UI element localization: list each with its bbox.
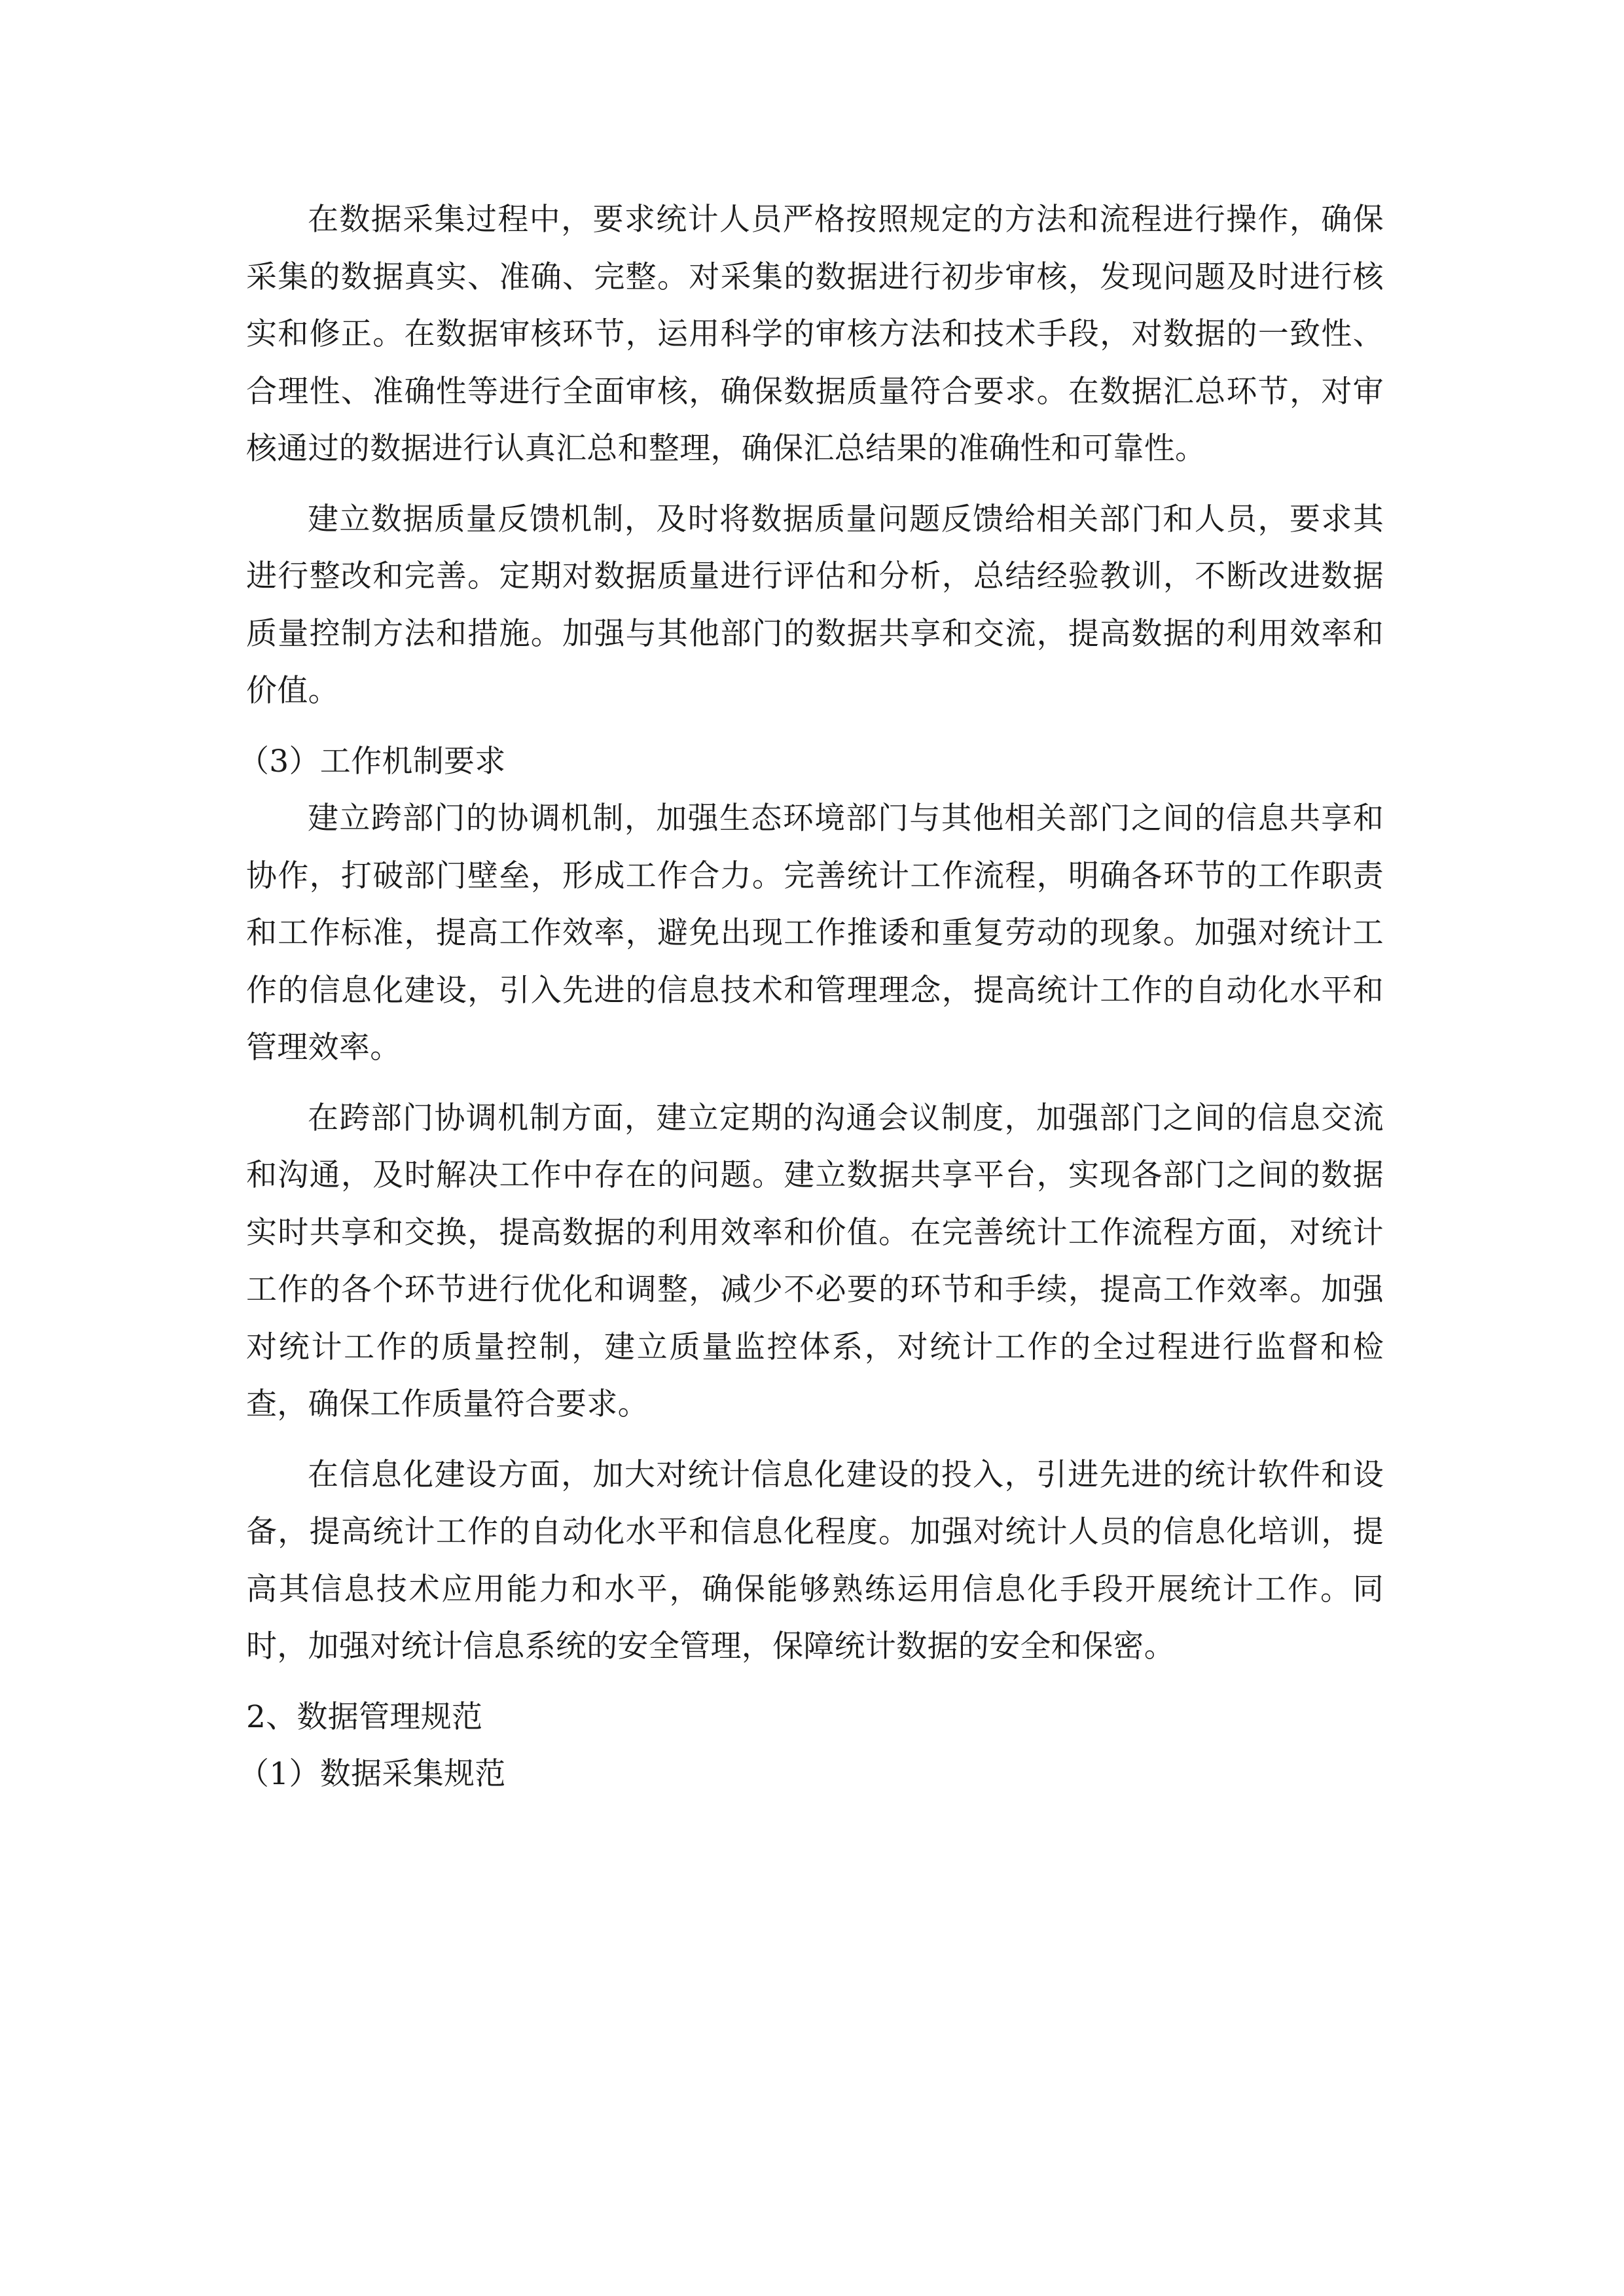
paragraph-coordination-mechanism: 建立跨部门的协调机制，加强生态环境部门与其他相关部门之间的信息共享和协作，打破部门壁垒，形成工作合力。完善统计工作流程，明确各环节的工作职责和工作标准，提高工作效率，避免出现工作推诿和重复劳动的现象。加强对统计工作的信息化建设，引入先进的信息技术和管理理念，提高统计工作的自动化水平和管理效率。	[246, 800, 1384, 1066]
document-body	[238, 191, 1384, 1803]
paragraph-cross-department: 在跨部门协调机制方面，建立定期的沟通会议制度，加强部门之间的信息交流和沟通，及时解决工作中存在的问题。建立数据共享平台，实现各部门之间的数据实时共享和交换，提高数据的利用效率和价值。在完善统计工作流程方面，对统计工作的各个环节进行优化和调整，减少不必要的环节和手续，提高工作效率。加强对统计工作的质量控制，建立质量监控体系，对统计工作的全过程进行监督和检查，确保工作质量符合要求。	[246, 1100, 1384, 1422]
paragraph-quality-feedback: 建立数据质量反馈机制，及时将数据质量问题反馈给相关部门和人员，要求其进行整改和完善。定期对数据质量进行评估和分析，总结经验教训，不断改进数据质量控制方法和措施。加强与其他部门的数据共享和交流，提高数据的利用效率和价值。	[246, 501, 1384, 709]
section-heading-data-collection-spec: （1）数据采集规范	[238, 1756, 506, 1792]
paragraph-informatization: 在信息化建设方面，加大对统计信息化建设的投入，引进先进的统计软件和设备，提高统计工作的自动化水平和信息化程度。加强对统计人员的信息化培训，提高其信息技术应用能力和水平，确保能够熟练运用信息化手段开展统计工作。同时，加强对统计信息系统的安全管理，保障统计数据的安全和保密。	[246, 1456, 1384, 1664]
section-heading-work-mechanism: （3）工作机制要求	[238, 743, 506, 780]
section-heading-data-management: 2、数据管理规范	[246, 1698, 483, 1735]
paragraph-data-collection: 在数据采集过程中，要求统计人员严格按照规定的方法和流程进行操作，确保采集的数据真实、准确、完整。对采集的数据进行初步审核，发现问题及时进行核实和修正。在数据审核环节，运用科学的审核方法和技术手段，对数据的一致性、合理性、准确性等进行全面审核，确保数据质量符合要求。在数据汇总环节，对审核通过的数据进行认真汇总和整理，确保汇总结果的准确性和可靠性。	[246, 202, 1384, 467]
